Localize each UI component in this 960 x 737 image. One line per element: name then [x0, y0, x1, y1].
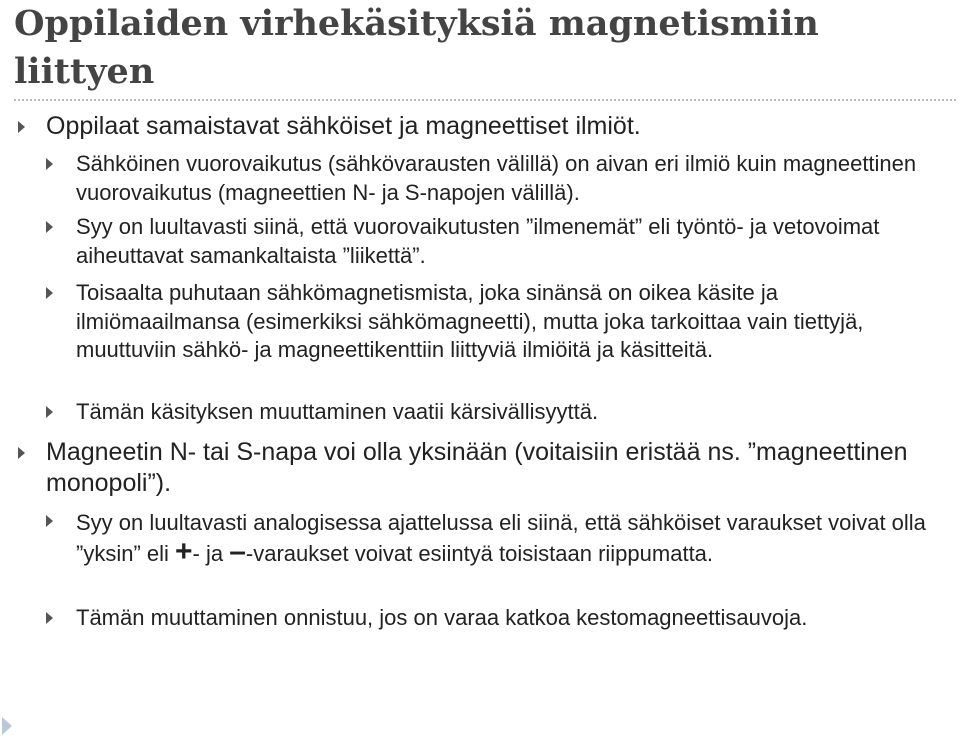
plus-sign: +	[175, 535, 193, 568]
bullet-text: Magneetin N- tai S-napa voi olla yksinään (voitaisiin eristää ns. ”magneettinen monopoli”).	[46, 438, 908, 497]
sub-bullet-item	[46, 279, 936, 365]
title-divider	[14, 99, 956, 101]
bullet-item	[18, 111, 926, 142]
bullet-text: Sähköinen vuorovaikutus (sähkövarausten välillä) on aivan eri ilmiö kuin magneettinen vuorovaikutus (magneettien N- ja S-napojen välillä).	[76, 151, 917, 205]
corner-arrow-icon	[2, 717, 12, 735]
sub-bullet-item	[46, 604, 936, 633]
bullet-text: Toisaalta puhutaan sähkömagnetismista, joka sinänsä on oikea käsite ja ilmiömaailmansa (esimerkiksi sähkömagneetti), mutta joka tarkoittaa vain tiettyjä, muuttuviin sähkö- ja magneettikenttiin liittyviä ilmiöitä ja käsitteitä.	[76, 280, 864, 362]
sub-bullet-item	[46, 213, 936, 270]
triangle-bullet-icon	[46, 287, 53, 299]
sub-bullet-item	[46, 507, 936, 569]
bullet-text: Syy on luultavasti siinä, että vuorovaikutusten ”ilmenemät” eli työntö- ja vetovoimat aiheuttavat samankaltaista ”liikettä”.	[76, 214, 880, 268]
bullet-text: Tämän käsityksen muuttaminen vaatii kärsivällisyyttä.	[76, 399, 599, 424]
slide-title: Oppilaiden virhekäsityksiä magnetismiin liittyen	[14, 3, 819, 92]
bullet-text: Oppilaat samaistavat sähköiset ja magneettiset ilmiöt.	[46, 112, 641, 140]
text-part: Syy on luultavasti analogisessa ajattelussa eli siinä, että sähköiset varaukset voivat olla ”yksin” eli	[76, 510, 926, 566]
triangle-bullet-icon	[18, 121, 25, 133]
bullet-text: Tämän muuttaminen onnistuu, jos on varaa katkoa kestomagneettisauvoja.	[76, 605, 808, 630]
triangle-bullet-icon	[46, 612, 53, 624]
triangle-bullet-icon	[18, 447, 25, 459]
triangle-bullet-icon	[46, 515, 53, 527]
text-part: - ja	[192, 541, 230, 566]
triangle-bullet-icon	[46, 406, 53, 418]
triangle-bullet-icon	[46, 221, 53, 233]
text-part: -varaukset voivat esiintyä toisistaan riippumatta.	[245, 541, 714, 566]
bullet-text	[76, 507, 936, 569]
sub-bullet-item	[46, 150, 936, 207]
triangle-bullet-icon	[46, 158, 53, 170]
sub-bullet-item	[46, 398, 936, 427]
minus-sign: –	[229, 535, 246, 568]
bullet-item	[18, 437, 926, 499]
